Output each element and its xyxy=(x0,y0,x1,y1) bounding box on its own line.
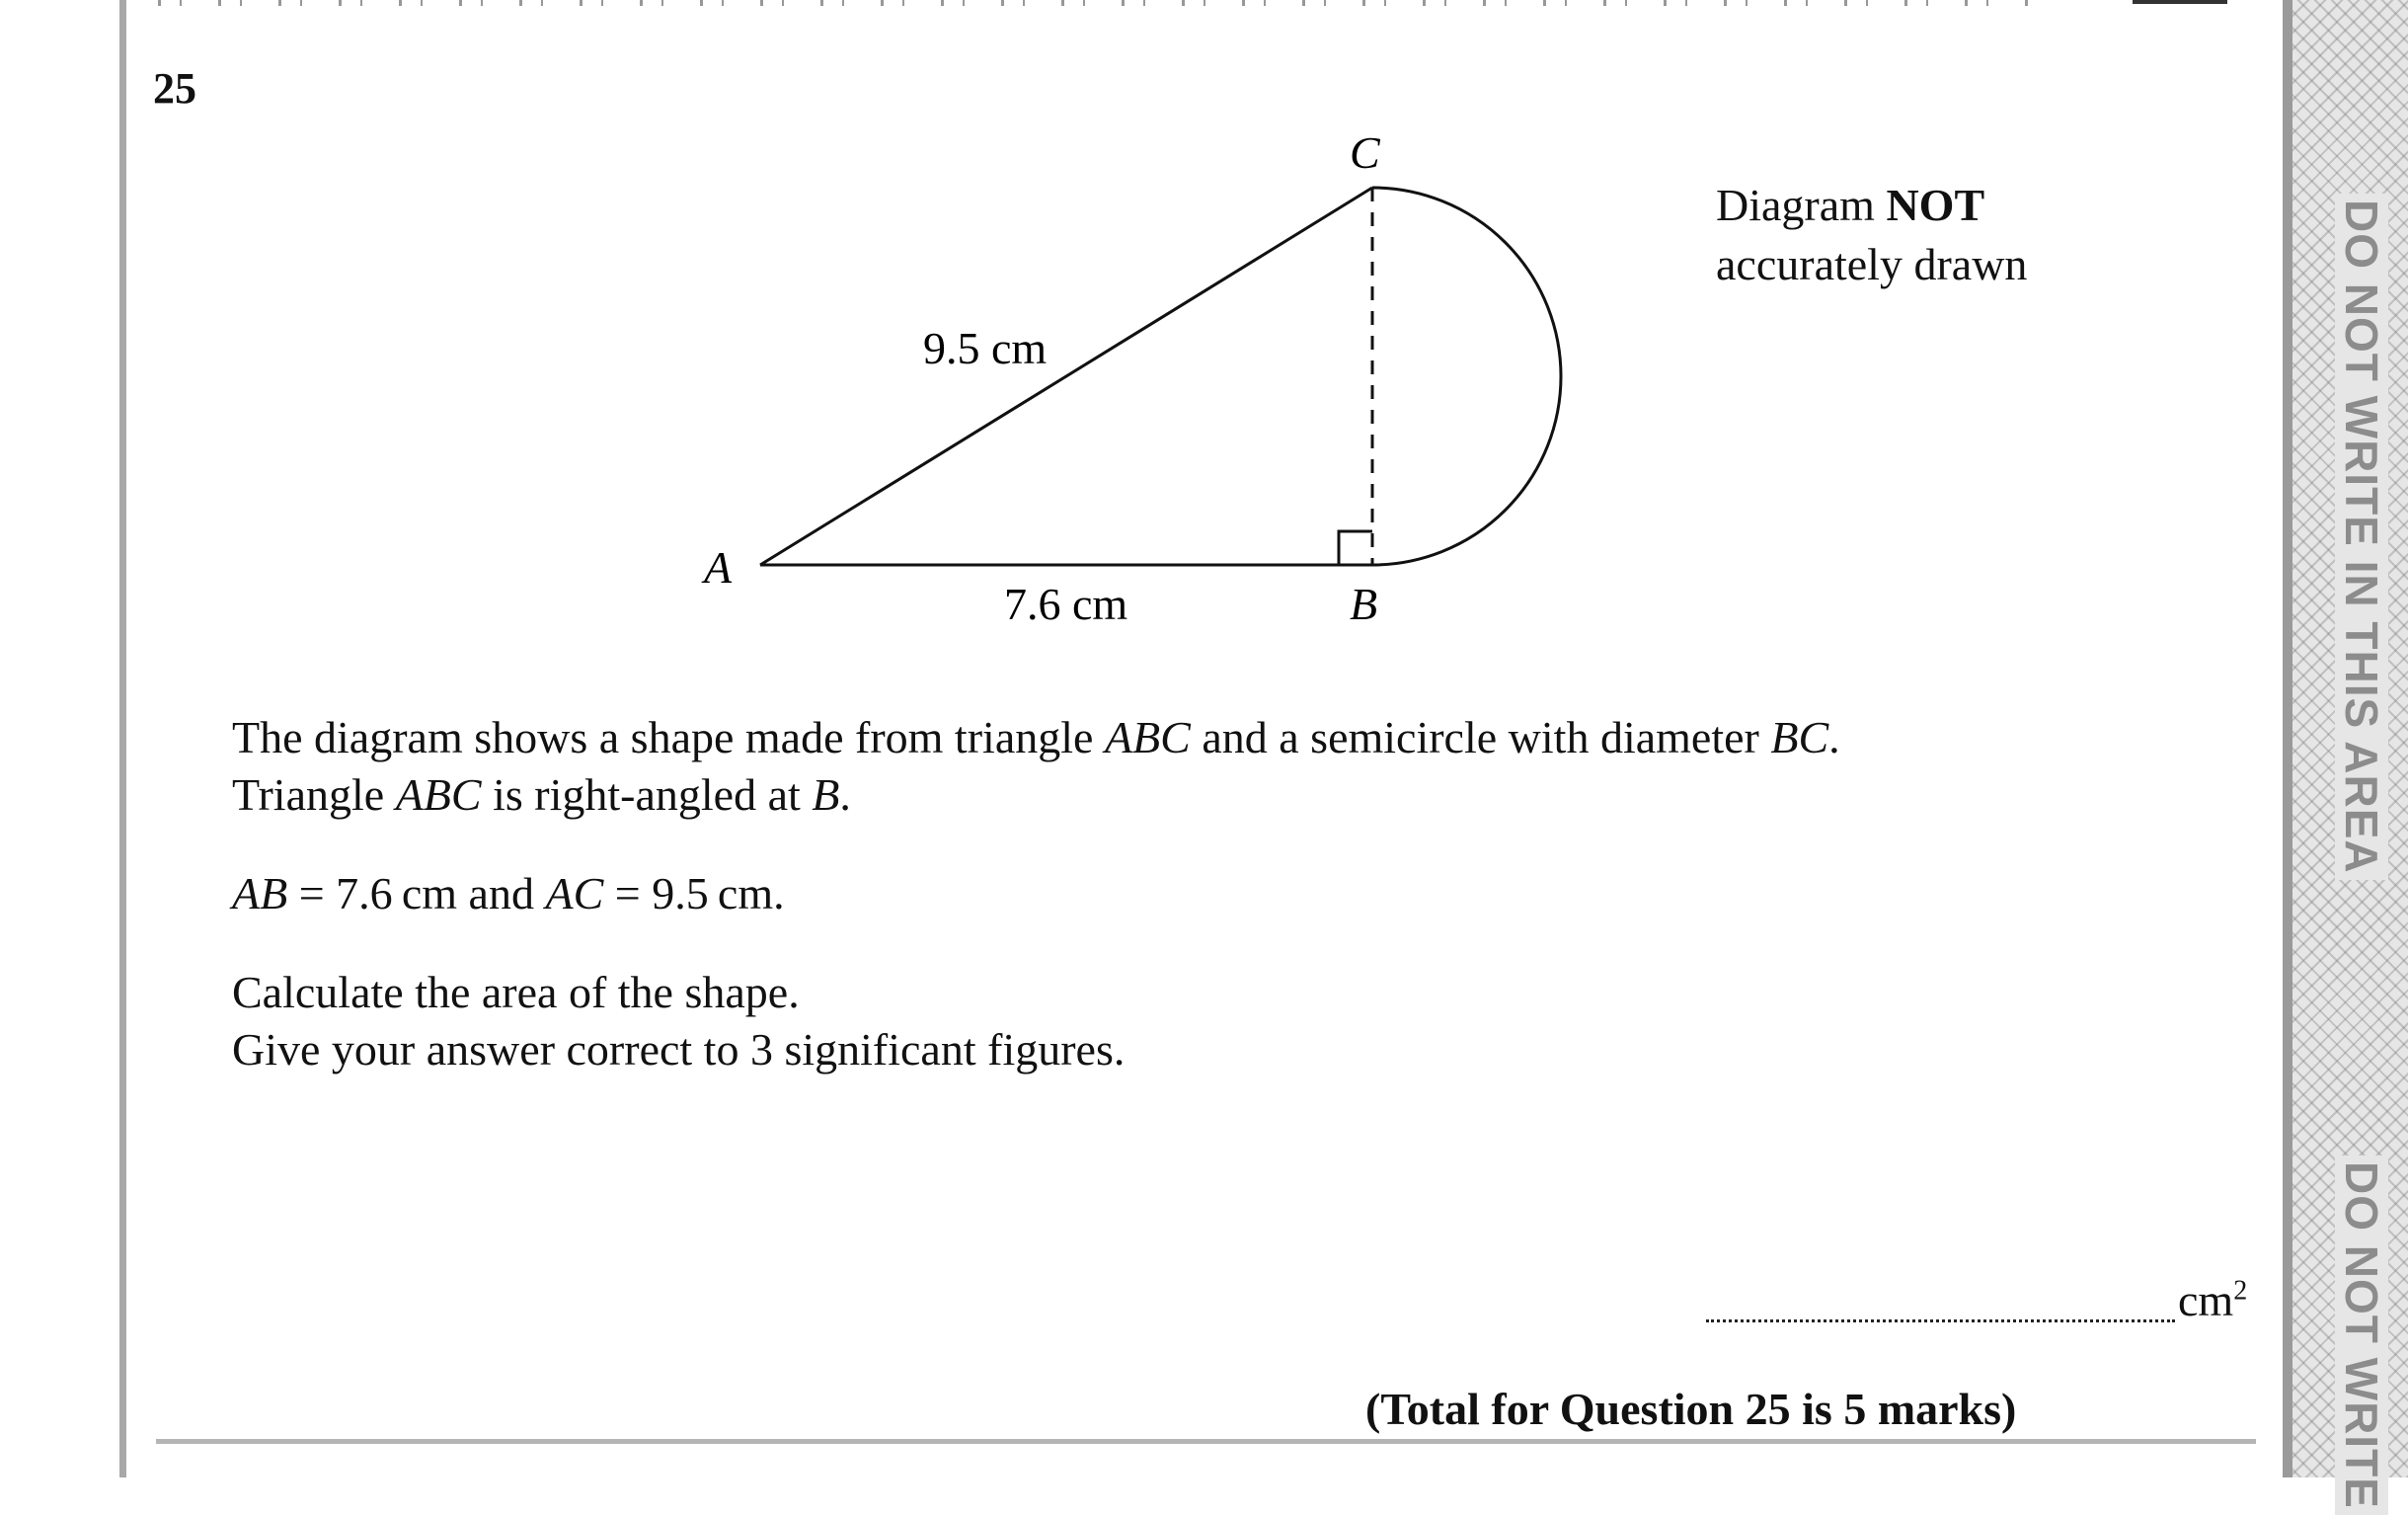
unit-power: 2 xyxy=(2233,1275,2248,1307)
question-given-lengths xyxy=(232,865,785,922)
do-not-write-label-1: DO NOT WRITE IN THIS AREA xyxy=(2335,194,2388,880)
text-run: . xyxy=(1828,712,1840,762)
text-run: Triangle xyxy=(232,769,396,820)
label-vertex-c: C xyxy=(1350,127,1380,178)
text-run-italic: AB xyxy=(232,868,288,918)
bottom-rule xyxy=(156,1439,2256,1444)
text-run-italic: BC xyxy=(1770,712,1829,762)
diagram-not-accurate-note xyxy=(1716,176,2027,294)
text-run-italic: B xyxy=(812,769,840,820)
question-number: 25 xyxy=(153,64,196,113)
question-instruction xyxy=(232,964,1125,1078)
paragraph-line-2 xyxy=(232,766,1840,824)
answer-line[interactable] xyxy=(1706,1319,2175,1322)
note-line-2: accurately drawn xyxy=(1716,239,2028,289)
semicircle-arc xyxy=(1372,188,1561,565)
side-ac xyxy=(760,188,1372,565)
note-prefix: Diagram xyxy=(1716,180,1875,230)
instruction-line-1: Calculate the area of the shape. xyxy=(232,967,800,1017)
text-run-italic: AC xyxy=(545,868,604,918)
text-run: The diagram shows a shape made from triangle xyxy=(232,712,1105,762)
text-run: = 7.6 cm and xyxy=(287,868,546,918)
text-run-italic: ABC xyxy=(1104,712,1191,762)
paragraph-line-1 xyxy=(232,709,1840,766)
text-run: . xyxy=(839,769,851,820)
note-bold: NOT xyxy=(1886,180,1985,230)
label-ab-length: 7.6 cm xyxy=(1004,579,1128,629)
text-run: and a semicircle with diameter xyxy=(1190,712,1771,762)
triangle-semicircle-diagram xyxy=(0,0,2408,672)
note-line-1 xyxy=(1716,176,2027,235)
question-paragraph-1 xyxy=(232,709,1840,824)
text-run: = 9.5 cm. xyxy=(603,868,785,918)
instruction-line-2: Give your answer correct to 3 significant figures. xyxy=(232,1024,1126,1075)
text-run: is right-angled at xyxy=(481,769,813,820)
answer-unit xyxy=(2178,1274,2247,1326)
label-ac-length: 9.5 cm xyxy=(923,323,1048,373)
right-angle-marker xyxy=(1339,531,1372,565)
question-total-marks: (Total for Question 25 is 5 marks) xyxy=(1365,1384,2017,1434)
unit-text: cm xyxy=(2178,1275,2234,1325)
label-vertex-b: B xyxy=(1350,579,1378,629)
label-vertex-a: A xyxy=(704,542,733,593)
do-not-write-label-2: DO NOT WRITE xyxy=(2335,1156,2388,1515)
margin-strip-rule xyxy=(2283,0,2292,1477)
text-run-italic: ABC xyxy=(395,769,482,820)
